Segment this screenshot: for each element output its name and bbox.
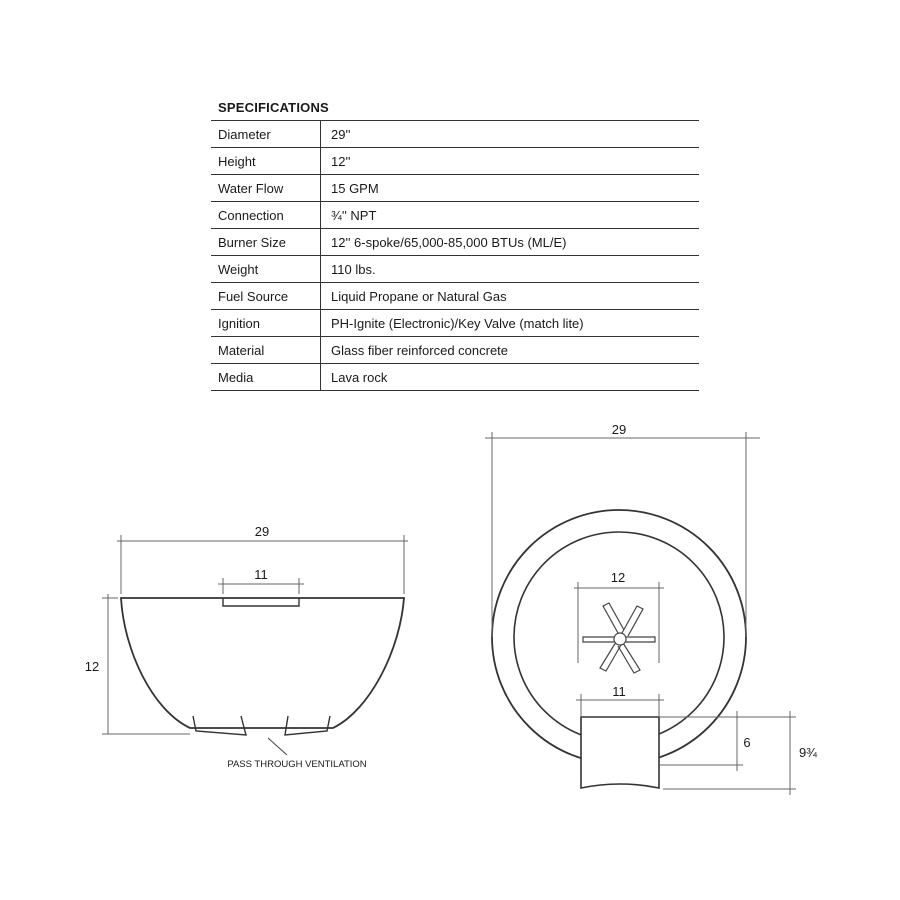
specifications-title: SPECIFICATIONS: [218, 100, 329, 115]
side-spout-label: 11: [254, 567, 268, 582]
side-height-dimension: [102, 594, 190, 734]
spout-slot: [223, 598, 299, 606]
burner-spoke: [624, 637, 655, 642]
spec-label: Height: [211, 148, 321, 175]
top-diameter-label: 29: [611, 422, 627, 437]
spec-value: Lava rock: [321, 364, 700, 391]
spec-value: ¾'' NPT: [321, 202, 700, 229]
spec-label: Media: [211, 364, 321, 391]
top-spout-depth-dimension: [659, 711, 743, 771]
top-burner-label: 12: [610, 570, 626, 585]
spec-value: 12'': [321, 148, 700, 175]
spec-label: Water Flow: [211, 175, 321, 202]
ventilation-callout: PASS THROUGH VENTILATION: [227, 759, 367, 770]
burner-hub: [614, 633, 626, 645]
spec-label: Ignition: [211, 310, 321, 337]
spec-label: Connection: [211, 202, 321, 229]
side-height-label: 12: [84, 659, 100, 674]
side-width-dimension: [117, 535, 408, 594]
burner-spoke: [603, 603, 624, 633]
spout-block: [581, 717, 659, 788]
top-spout-label: 11: [612, 684, 626, 699]
spec-value: PH-Ignite (Electronic)/Key Valve (match lite): [321, 310, 700, 337]
spec-value: Glass fiber reinforced concrete: [321, 337, 700, 364]
spec-label: Weight: [211, 256, 321, 283]
spec-label: Material: [211, 337, 321, 364]
spec-label: Fuel Source: [211, 283, 321, 310]
burner-spoke: [583, 637, 614, 642]
burner: [583, 603, 655, 673]
top-total-depth-label: 9¾: [798, 745, 818, 760]
spec-value: Liquid Propane or Natural Gas: [321, 283, 700, 310]
burner-spoke: [622, 606, 643, 636]
left-foot: [193, 716, 246, 735]
burner-spoke: [618, 643, 640, 673]
side-width-label: 29: [254, 524, 270, 539]
ventilation-leader: [268, 738, 287, 755]
spec-value: 12'' 6-spoke/65,000-85,000 BTUs (ML/E): [321, 229, 700, 256]
bowl-outline: [121, 598, 404, 728]
top-spout-depth-label: 6: [743, 735, 751, 750]
spec-label: Burner Size: [211, 229, 321, 256]
top-total-depth-dimension: [663, 711, 796, 795]
spec-value: 15 GPM: [321, 175, 700, 202]
spec-label: Diameter: [211, 121, 321, 148]
spec-value: 110 lbs.: [321, 256, 700, 283]
top-burner-dimension: [574, 582, 664, 663]
spec-value: 29'': [321, 121, 700, 148]
right-foot: [285, 716, 330, 735]
